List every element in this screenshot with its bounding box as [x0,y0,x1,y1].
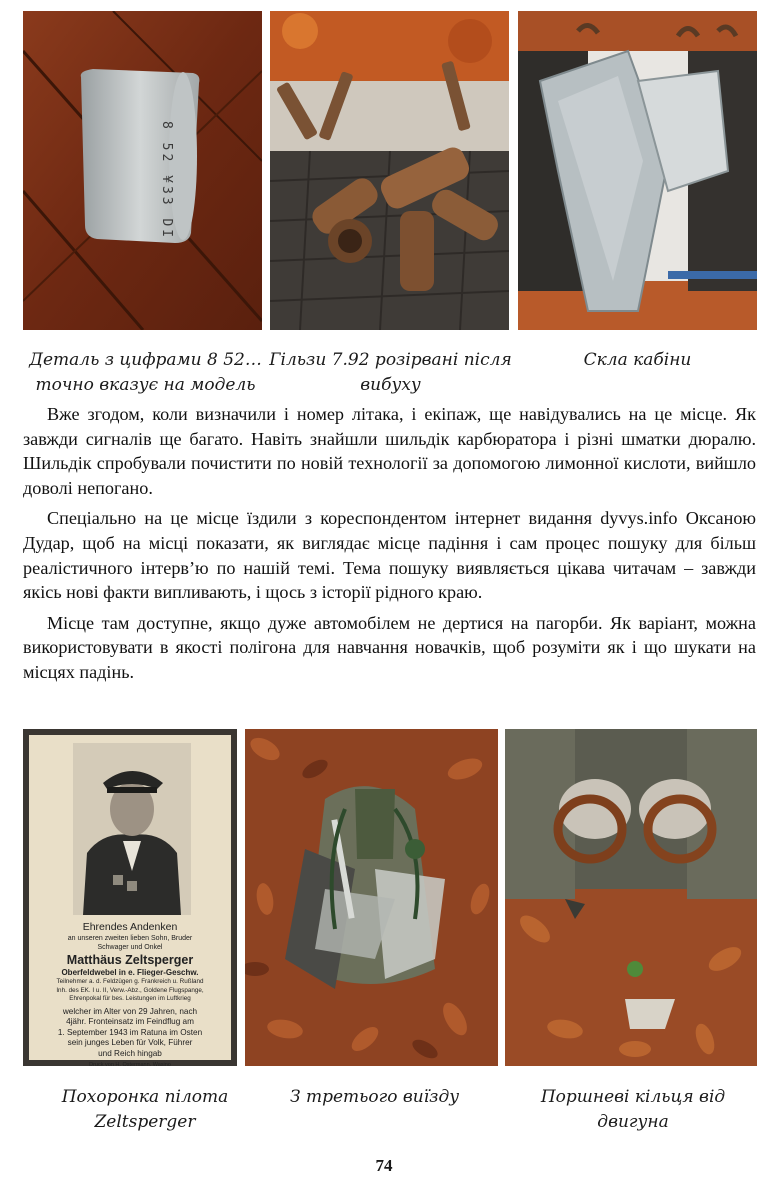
caption-memorial-card: Похоронка пілота Zeltsperger [61,1087,229,1132]
caption-cabin-glass: Скла кабіни [583,350,692,370]
photo-cartridge-cases [270,11,509,330]
memorial-card [29,735,231,1066]
card-death-1: welcher im Alter von 29 Jahren, nach [62,1006,198,1016]
card-service-3: Ehrenpokal für bes. Leistungen im Luftkrieg [69,995,191,1002]
photo-third-trip [245,729,498,1066]
photo-cabin-glass [518,11,757,330]
article-body [23,402,756,691]
card-line-2: Schwager und Onkel [97,944,163,951]
engraving-text: 8 52 ¥33 DI [159,121,174,241]
card-line-1: an unseren zweiten lieben Sohn, Bruder [67,935,193,942]
card-death-5: und Reich hingab [98,1048,162,1058]
caption-piston-rings: Поршневі кільця від двигуна [540,1087,726,1132]
card-text-block [33,921,227,1066]
photo-memorial-card [23,729,237,1066]
pilot-name: Matthäus Zeltsperger [66,953,194,967]
pilot-rank: Oberfeldwebel in e. Flieger-Geschw. [61,968,199,977]
caption-cartridge-cases: Гільзи 7.92 розірвані після вибуху [269,350,512,395]
card-death-2: 4jähr. Fronteinsatz im Feindflug am [66,1017,194,1026]
page-number: 74 [375,1156,393,1175]
paragraph-2: Спеціально на це місце їздили з кореспондентом інтернет видання dyvys.info Оксаною Дудар, щоб на місці показати, як виглядає місце падіння і сам процес пошуку для більш реалістичного інтерв’ю по нашій темі. Тема пошуку виявляється цікава читачам – завжди якісь нові факти випливають, і щось з історії рідного краю. [23,508,756,603]
paragraph-3: Місце там доступне, якщо дуже автомобілем не дертися на пагорби. Як варіант, можна використовувати в якості полігона для навчання новачків, щоб розуміти як і що шукати на місцях падінь. [23,612,756,682]
card-death-3: 1. September 1943 im Ratuna im Osten [57,1027,203,1037]
photo-piston-rings [505,729,757,1066]
card-service-2: Inh. des EK. I u. II, Verw.-Abz., Goldene Flugspange, [56,986,204,994]
pilot-portrait [73,743,191,915]
caption-engraved-part: Деталь з цифрами 8 52… точно вказує на модель [29,350,262,395]
card-service-1: Teilnehmer a. d. Feldzügen g. Frankreich u. Rußland [56,978,204,985]
caption-third-trip: З третього виїзду [290,1087,460,1107]
card-heading: Ehrendes Andenken [82,921,178,933]
card-printer: Druck von H. Ostermann, Wasino [89,1062,171,1066]
photo-engraved-part [23,11,262,330]
card-death-4: sein junges Leben für Volk, Führer [67,1038,193,1047]
paragraph-1: Вже згодом, коли визначили і номер літака, і екіпаж, ще навідувались на це місце. Як завжди сигналів ще багато. Навіть знайшли шильдік карбюратора і різні шматки дюралю. Шильдік спробували почистити по новій технології за допомогою лимонної кислоти, вийшло доволі непогано. [23,404,756,498]
